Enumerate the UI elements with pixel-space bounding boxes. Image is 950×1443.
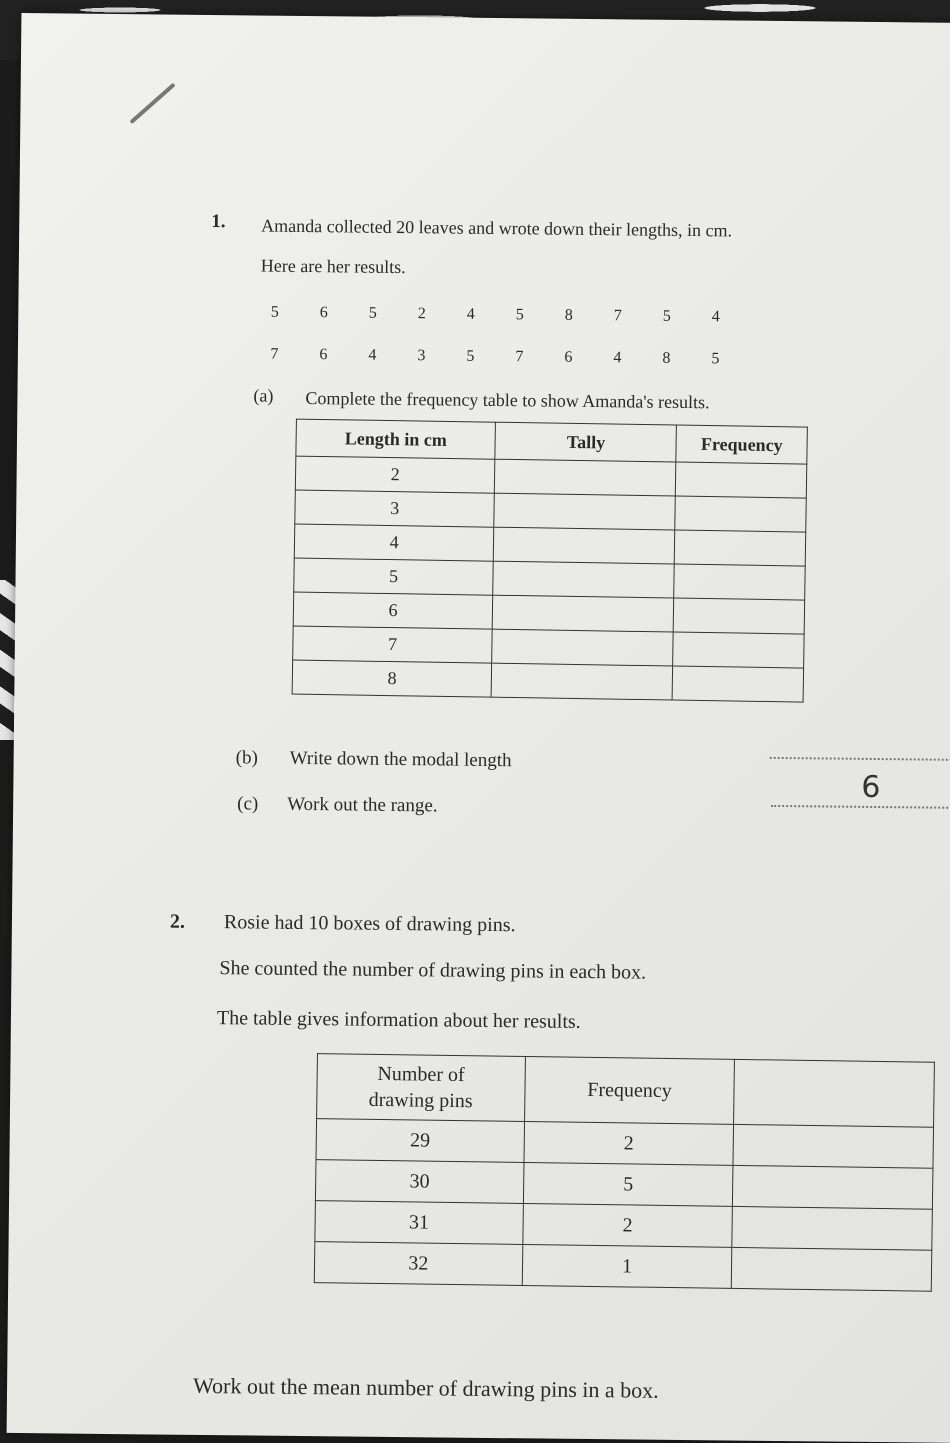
frequency-cell[interactable] [673, 666, 804, 702]
question-2-line-2: She counted the number of drawing pins in each box. [219, 957, 647, 984]
question-2-line-1: Rosie had 10 boxes of drawing pins. [223, 911, 516, 937]
frequency-cell[interactable] [674, 598, 805, 634]
tally-cell[interactable] [494, 527, 676, 564]
header-working-column[interactable] [734, 1059, 935, 1127]
part-c-handwritten-answer: 6 [861, 769, 881, 806]
pins-cell: 32 [314, 1242, 522, 1286]
pins-cell: 31 [315, 1201, 523, 1245]
length-cell: 6 [293, 592, 493, 629]
frequency-cell: 1 [522, 1244, 732, 1288]
tally-cell[interactable] [492, 595, 674, 632]
data-value: 5 [662, 307, 671, 325]
part-c-answer-line[interactable] [771, 805, 950, 809]
leaf-lengths-row-1 [250, 303, 740, 326]
part-a-text: Complete the frequency table to show Amanda's results. [305, 388, 710, 413]
length-cell: 5 [294, 558, 494, 595]
working-cell[interactable] [732, 1206, 932, 1250]
drawing-pins-table [314, 1053, 935, 1292]
frequency-cell[interactable] [675, 496, 806, 532]
part-a-label: (a) [253, 385, 274, 406]
data-value: 5 [711, 350, 720, 368]
data-value: 5 [515, 306, 524, 324]
table-row [314, 1242, 932, 1292]
leaf-lengths-row-2 [250, 345, 740, 368]
length-cell: 8 [292, 660, 492, 697]
frequency-cell[interactable] [676, 462, 807, 498]
data-value: 6 [319, 304, 328, 322]
data-value: 8 [662, 349, 671, 367]
tally-cell[interactable] [492, 629, 674, 666]
length-cell: 7 [293, 626, 493, 663]
question-1-intro: Amanda collected 20 leaves and wrote down their lengths, in cm. [261, 215, 733, 241]
data-value: 7 [613, 307, 622, 325]
question-1-number: 1. [211, 211, 226, 233]
length-cell: 2 [295, 456, 495, 493]
data-value: 5 [466, 347, 475, 365]
frequency-cell[interactable] [673, 632, 804, 668]
data-value: 5 [368, 304, 377, 322]
data-value: 5 [270, 303, 279, 321]
data-value: 2 [417, 305, 426, 323]
tally-cell[interactable] [491, 663, 673, 700]
frequency-cell[interactable] [675, 530, 806, 566]
part-b-answer-line[interactable] [770, 757, 950, 761]
pins-cell: 29 [316, 1119, 524, 1163]
question-2-number: 2. [169, 910, 186, 933]
frequency-cell: 5 [523, 1162, 733, 1206]
frequency-cell[interactable] [674, 564, 805, 600]
pins-cell: 30 [315, 1160, 523, 1204]
tally-cell[interactable] [494, 493, 676, 530]
header-frequency: Frequency [524, 1056, 735, 1124]
data-value: 6 [319, 346, 328, 364]
header-line-2: drawing pins [368, 1088, 473, 1113]
pen-mark [129, 83, 175, 124]
length-cell: 3 [295, 490, 495, 527]
part-b-label: (b) [235, 747, 258, 769]
question-2-instruction: Work out the mean number of drawing pins in a box. [192, 1372, 659, 1403]
header-line-1: Number of [377, 1062, 465, 1087]
data-value: 4 [711, 308, 720, 326]
tally-cell[interactable] [493, 561, 675, 598]
header-number-of-pins [317, 1054, 526, 1122]
data-value: 6 [564, 348, 573, 366]
header-length: Length in cm [296, 419, 496, 459]
part-c-text: Work out the range. [287, 793, 438, 817]
data-value: 3 [417, 347, 426, 365]
frequency-table [292, 419, 808, 703]
working-cell[interactable] [733, 1165, 933, 1209]
question-2-line-3: The table gives information about her results. [216, 1007, 581, 1033]
header-frequency: Frequency [676, 425, 807, 464]
data-value: 4 [466, 305, 475, 323]
worksheet-page [7, 13, 950, 1443]
data-value: 7 [270, 345, 279, 363]
header-tally: Tally [495, 422, 677, 462]
frequency-cell: 2 [524, 1121, 734, 1165]
data-value: 4 [368, 346, 377, 364]
part-b-text: Write down the modal length [289, 747, 512, 772]
data-value: 4 [613, 349, 622, 367]
table-row [292, 660, 803, 702]
length-cell: 4 [294, 524, 494, 561]
part-c-label: (c) [237, 793, 259, 815]
tally-cell[interactable] [495, 459, 677, 496]
data-value: 8 [564, 306, 573, 324]
data-value: 7 [515, 348, 524, 366]
working-cell[interactable] [732, 1247, 932, 1291]
frequency-cell: 2 [523, 1203, 733, 1247]
table-header-row [317, 1054, 935, 1128]
working-cell[interactable] [733, 1124, 933, 1168]
question-1-results-label: Here are her results. [260, 255, 406, 278]
